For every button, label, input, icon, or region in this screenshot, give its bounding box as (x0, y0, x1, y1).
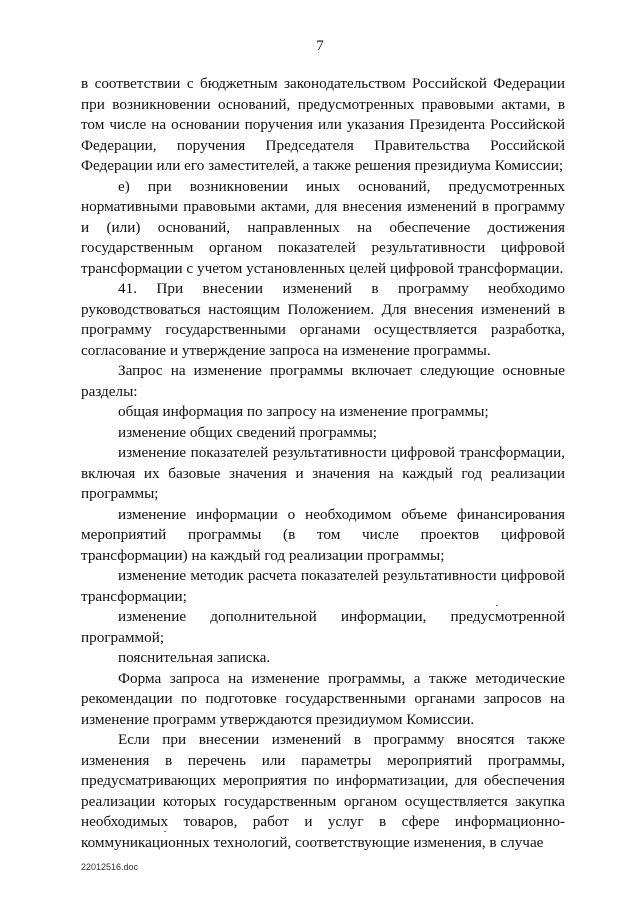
list-item: изменение информации о необходимом объеме финансирования мероприятий программы (в том числе проектов цифровой трансформации) на каждый год реализации программы; (81, 505, 565, 564)
file-name-footer: 22012516.doc (81, 862, 139, 872)
page-number: 7 (316, 38, 324, 54)
list-item: изменение показателей результативности цифровой трансформации, включая их базовые значения и значения на каждый год реализации программы; (81, 444, 565, 502)
list-item: общая информация по запросу на изменение программы; (118, 403, 489, 420)
document-body (81, 74, 565, 853)
list-item: изменение методик расчета показателей результативности цифровой трансформации; (81, 567, 565, 605)
scan-speck (164, 831, 166, 832)
paragraph-form-approval: Форма запроса на изменение программы, а также методические рекомендации по подготовке государственными органами запросов на изменение программ утверждаются президиумом Комиссии. (81, 669, 565, 728)
list-item: изменение дополнительной информации, предусмотренной программой; (81, 608, 565, 646)
request-sections-list (81, 402, 565, 669)
list-item: изменение общих сведений программы; (118, 423, 377, 441)
paragraph-continuation: в соответствии с бюджетным законодательством Российской Федерации при возникновении оснований, предусмотренных правовыми актами, в том числе на основании поручения или указания Президента Российской Федерации, поручения Председателя Правительства Российской Федерации или его заместителей, а также решения президиума Комиссии; (81, 75, 565, 174)
paragraph-item-e: е) при возникновении иных оснований, предусмотренных нормативными правовыми актами, для внесения изменений в программу и (или) оснований, направленных на обеспечение достижения государственным органом показателей результативности цифровой трансформации с учетом установленных целей цифровой трансформации. (81, 177, 565, 277)
list-item: пояснительная записка. (118, 649, 271, 666)
scan-speck (496, 605, 498, 606)
paragraph-procurement-changes: Если при внесении изменений в программу вносятся также изменения в перечень или параметры мероприятий программы, предусматривающих мероприятия по информатизации, для обеспечения реализации которых государственным органом осуществляется закупка необходимых товаров, работ и услуг в сфере информационно-коммуникационных технологий, соответствующие изменения, в случае (81, 731, 565, 851)
paragraph-clause-41: 41. При внесении изменений в программу необходимо руководствоваться настоящим Положением. Для внесения изменений в программу государственными органами осуществляется разработка, согласование и утверждение запроса на изменение программы. (81, 280, 565, 359)
paragraph-request-intro: Запрос на изменение программы включает следующие основные разделы: (81, 362, 565, 400)
